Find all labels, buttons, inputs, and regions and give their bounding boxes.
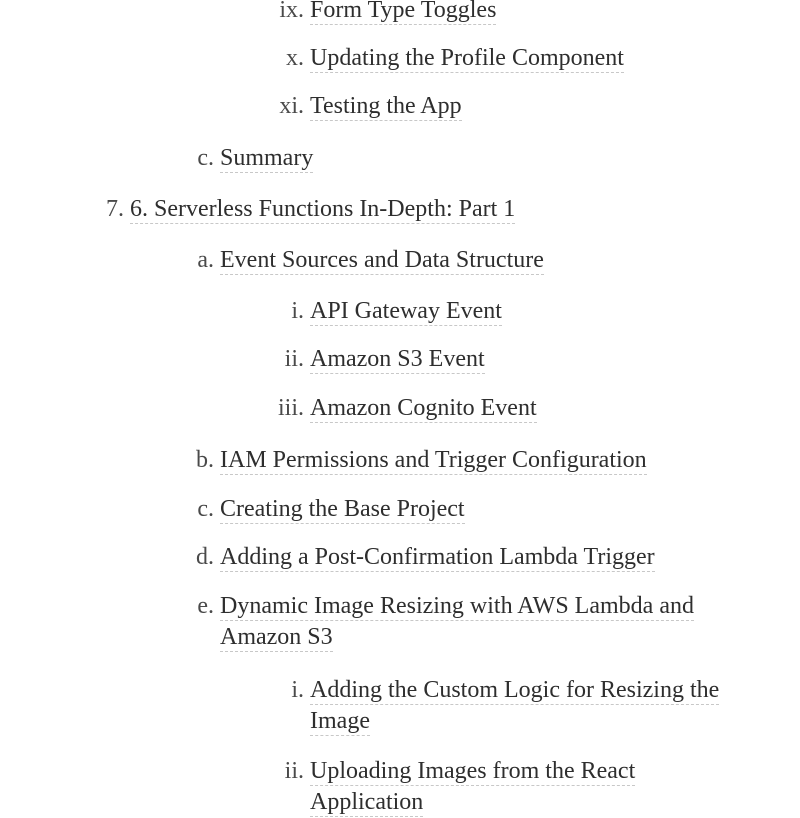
toc-link-chapter-6-serverless-functions[interactable] <box>130 193 515 225</box>
toc-link-label-line-1: Adding the Custom Logic for Resizing the <box>310 677 720 703</box>
list-marker: ii. <box>284 346 304 372</box>
toc-link-uploading-images-react-cont[interactable] <box>310 786 423 818</box>
toc-link-form-type-toggles[interactable] <box>310 0 496 26</box>
list-marker: e. <box>197 593 214 619</box>
list-marker: b. <box>196 447 214 473</box>
toc-link-dynamic-image-resizing[interactable] <box>220 590 694 622</box>
toc-link-label: API Gateway Event <box>310 298 502 324</box>
toc-link-testing-the-app[interactable] <box>310 90 462 122</box>
toc-link-label: Amazon Cognito Event <box>310 395 537 421</box>
toc-link-label: Form Type Toggles <box>310 0 496 25</box>
list-marker: 7. <box>106 196 124 222</box>
list-marker: iii. <box>277 395 304 421</box>
toc-link-label: Event Sources and Data Structure <box>220 247 544 273</box>
list-marker: c. <box>197 496 214 522</box>
list-marker: d. <box>196 544 214 570</box>
list-marker: a. <box>197 247 214 273</box>
list-marker: i. <box>291 677 304 703</box>
toc-link-label-line-1: Dynamic Image Resizing with AWS Lambda and <box>220 593 694 619</box>
toc-link-label-line-2: Amazon S3 <box>220 624 333 650</box>
list-marker: x. <box>286 45 304 71</box>
toc-link-summary[interactable] <box>220 142 313 174</box>
toc-link-label: Updating the Profile Component <box>310 45 624 71</box>
list-marker: xi. <box>279 93 304 119</box>
toc-link-label: IAM Permissions and Trigger Configuration <box>220 447 647 473</box>
toc-link-label: Testing the App <box>310 93 462 119</box>
list-marker: i. <box>291 298 304 324</box>
list-marker: ix. <box>279 0 304 23</box>
toc-link-custom-resizing-logic[interactable] <box>310 674 719 706</box>
toc-link-amazon-s3-event[interactable] <box>310 343 485 375</box>
toc-link-event-sources[interactable] <box>220 244 544 276</box>
list-marker: ii. <box>284 758 304 784</box>
toc-link-post-confirmation-trigger[interactable] <box>220 541 655 573</box>
toc-link-amazon-cognito-event[interactable] <box>310 392 537 424</box>
toc-link-label: Adding a Post-Confirmation Lambda Trigger <box>220 544 655 570</box>
toc-link-label: Summary <box>220 145 314 171</box>
toc-link-label: Amazon S3 Event <box>310 346 485 372</box>
toc-link-label-line-1: Uploading Images from the React <box>310 758 636 784</box>
toc-link-label-line-2: Image <box>310 708 370 734</box>
toc-link-updating-profile-component[interactable] <box>310 42 624 74</box>
toc-link-label: Creating the Base Project <box>220 496 465 522</box>
toc-link-creating-base-project[interactable] <box>220 493 465 525</box>
toc-link-dynamic-image-resizing-cont[interactable] <box>220 621 333 653</box>
list-marker: c. <box>197 145 214 171</box>
toc-link-api-gateway-event[interactable] <box>310 295 502 327</box>
toc-link-label-line-2: Application <box>310 789 424 815</box>
toc-link-label: 6. Serverless Functions In-Depth: Part 1 <box>130 196 516 222</box>
toc-link-uploading-images-react[interactable] <box>310 755 635 787</box>
toc-link-custom-resizing-logic-cont[interactable] <box>310 705 370 737</box>
toc-link-iam-permissions[interactable] <box>220 444 647 476</box>
